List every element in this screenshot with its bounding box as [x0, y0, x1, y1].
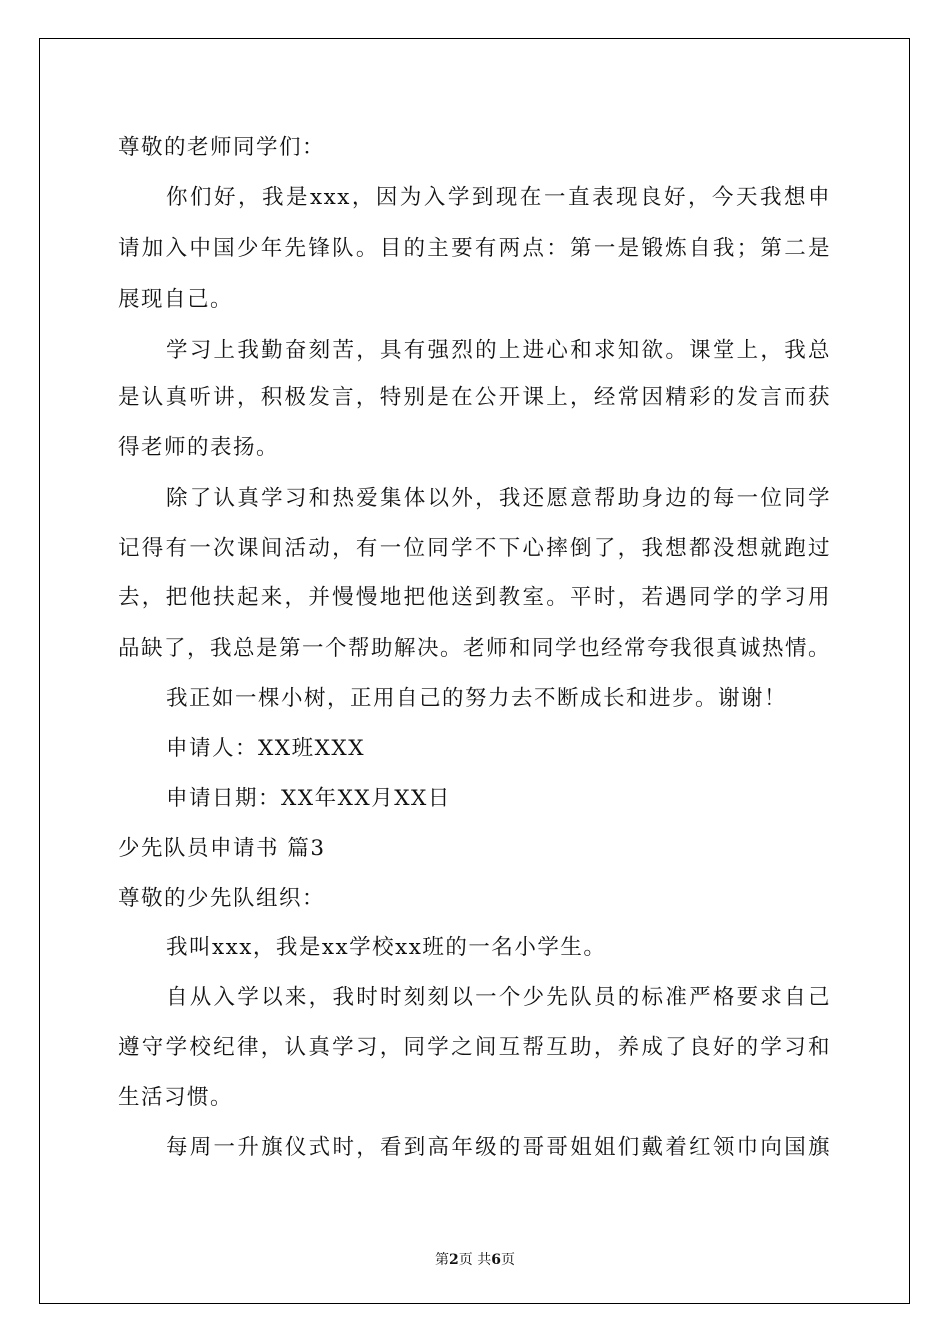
paragraph-line: 除了认真学习和热爱集体以外，我还愿意帮助身边的每一位同学	[166, 486, 831, 511]
page-border	[39, 38, 910, 1304]
paragraph-line: 展现自己。	[118, 287, 234, 312]
salutation: 尊敬的少先队组织：	[118, 886, 326, 911]
total-page-number: 6	[491, 1252, 501, 1268]
paragraph-line: 我叫xxx，我是xx学校xx班的一名小学生。	[166, 935, 607, 960]
paragraph-line: 得老师的表扬。	[118, 435, 280, 460]
paragraph-line: 我正如一棵小树，正用自己的努力去不断成长和进步。谢谢！	[166, 686, 788, 711]
paragraph-line: 品缺了，我总是第一个帮助解决。老师和同学也经常夸我很真诚热情。	[118, 636, 832, 661]
paragraph-line: 请加入中国少年先锋队。目的主要有两点：第一是锻炼自我；第二是	[118, 236, 831, 261]
paragraph-line: 遵守学校纪律，认真学习，同学之间互帮互助，养成了良好的学习和	[118, 1035, 831, 1060]
paragraph-line: 学习上我勤奋刻苦，具有强烈的上进心和求知欲。课堂上，我总	[166, 338, 831, 363]
paragraph-line: 去，把他扶起来，并慢慢地把他送到教室。平时，若遇同学的学习用	[118, 585, 831, 610]
paragraph-line: 是认真听讲，积极发言，特别是在公开课上，经常因精彩的发言而获	[118, 385, 831, 410]
section-heading: 少先队员申请书 篇3	[118, 836, 326, 861]
paragraph-line: 你们好，我是xxx，因为入学到现在一直表现良好，今天我想申	[166, 185, 831, 210]
paragraph-line: 自从入学以来，我时时刻刻以一个少先队员的标准严格要求自己	[166, 985, 831, 1010]
footer-mid: 页 共	[458, 1252, 492, 1268]
paragraph-line: 记得有一次课间活动，有一位同学不下心摔倒了，我想都没想就跑过	[118, 536, 831, 561]
footer-prefix: 第	[435, 1252, 450, 1268]
applicant-line: 申请人：XX班XXX	[166, 736, 366, 761]
footer-suffix: 页	[500, 1252, 515, 1268]
salutation: 尊敬的老师同学们：	[118, 135, 326, 160]
current-page-number: 2	[449, 1252, 459, 1268]
paragraph-line: 每周一升旗仪式时，看到高年级的哥哥姐姐们戴着红领巾向国旗	[166, 1135, 831, 1160]
date-line: 申请日期：XX年XX月XX日	[166, 786, 451, 811]
page-number-footer	[0, 1249, 950, 1269]
paragraph-line: 生活习惯。	[118, 1085, 234, 1110]
